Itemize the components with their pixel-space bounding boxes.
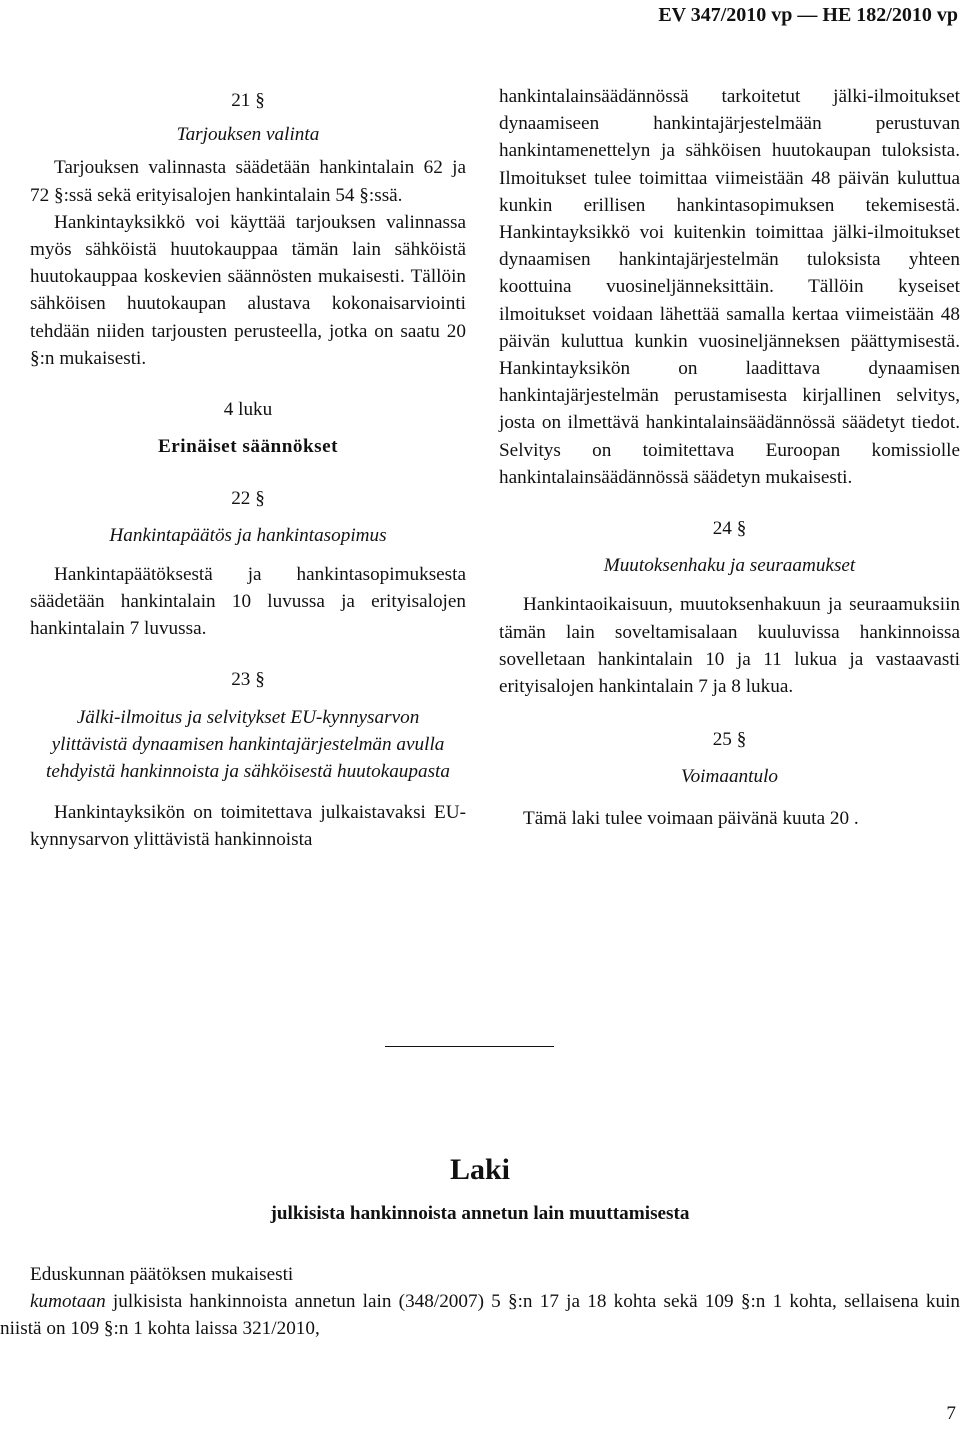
law-title: Laki bbox=[449, 1153, 511, 1186]
section-23-paragraph-1-continued: hankintalainsäädännössä tarkoitetut jälki-ilmoitukset dynaamiseen hankintajärjestelmään perustuvan hankintamenettelyn ja sähköisen huutokaupan tuloksista. Ilmoitukset tulee toimittaa viimeistään 48 päivän kuluttua kunkin erillisen hankintasopimuksen tekemisestä. Hankintayksikkö voi kuitenkin toimittaa jälki-ilmoitukset dynaamisen hankintajärjestelmän tuloksista yhteen koottuina vuosineljänneksittäin. Tällöin kyseiset ilmoitukset voidaan lähettää samalla kertaa viimeistään 48 päivän kuluttua kunkin vuosineljänneksen päättymisestä. Hankintayksikön on laadittava dynaamisen hankintajärjestelmän perustamisesta kirjallinen selvitys, josta on ilmettävä hankintalainsäädännössä säädetyt tiedot. Selvitys on toimitettava Euroopan komissiolle hankintalainsäädännössä säädetyn mukaisesti. bbox=[499, 86, 960, 488]
section-24-number: 24 § bbox=[712, 518, 747, 540]
law-subtitle: julkisista hankinnoista annetun lain muuttamisesta bbox=[270, 1203, 690, 1224]
section-21-title: Tarjouksen valinta bbox=[176, 124, 320, 146]
section-23-title: Jälki-ilmoitus ja selvitykset EU-kynnysarvon ylittävistä dynaamisen hankintajärjestelmän avulla tehdyistä hankinnoista ja sähköisestä huutokaupasta bbox=[46, 706, 450, 783]
separator-rule bbox=[385, 1046, 554, 1047]
section-22-number: 22 § bbox=[231, 488, 265, 510]
section-21-number: 21 § bbox=[231, 90, 265, 111]
enactment-line-1: Eduskunnan päätöksen mukaisesti bbox=[30, 1264, 294, 1285]
section-25-paragraph-1: Tämä laki tulee voimaan päivänä kuuta 20 . bbox=[523, 807, 859, 829]
enactment-line-2 bbox=[0, 1288, 960, 1342]
left-column bbox=[30, 83, 466, 854]
enactment-verb: kumotaan bbox=[30, 1291, 106, 1313]
right-column bbox=[499, 83, 960, 832]
page-number: 7 bbox=[946, 1403, 956, 1424]
section-25-number: 25 § bbox=[712, 729, 747, 751]
section-21-paragraph-2: Hankintayksikkö voi käyttää tarjouksen valinnassa myös sähköistä huutokauppaa tämän lain sähköistä huutokauppaa koskevien säännösten mukaisesti. Tällöin sähköisen huutokaupan alustava kokonaisarviointi tehdään niiden tarjousten perusteella, jotka on saatu 20 §:n mukaisesti. bbox=[30, 211, 466, 369]
section-22-title: Hankintapäätös ja hankintasopimus bbox=[109, 524, 387, 546]
enactment-text: julkisista hankinnoista annetun lain (348/2007) 5 §:n 17 ja 18 kohta sekä 109 §:n 1 kohta, sellaisena kuin niistä on 109 §:n 1 kohta laissa 321/2010, bbox=[0, 1291, 960, 1340]
chapter-title: Erinäiset säännökset bbox=[157, 436, 339, 458]
running-header: EV 347/2010 vp — HE 182/2010 vp bbox=[658, 4, 958, 26]
section-23-paragraph-1-start: Hankintayksikön on toimitettava julkaistavaksi EU-kynnysarvon ylittävistä hankinnoista bbox=[30, 802, 466, 851]
chapter-number: 4 luku bbox=[223, 399, 273, 421]
section-22-paragraph-1: Hankintapäätöksestä ja hankintasopimuksesta säädetään hankintalain 10 luvussa ja erityisalojen hankintalain 7 luvussa. bbox=[30, 563, 466, 640]
section-24-title: Muutoksenhaku ja seuraamukset bbox=[603, 555, 856, 577]
enactment-clause bbox=[0, 1261, 960, 1343]
section-25-title: Voimaantulo bbox=[680, 766, 778, 788]
section-24-paragraph-1: Hankintaoikaisuun, muutoksenhakuun ja seuraamuksiin tämän lain soveltamisalaan kuuluvissa hankinnoissa sovelletaan hankintalain 10 ja 11 lukua ja vastaavasti erityisalojen hankintalain 7 ja 8 lukua. bbox=[499, 594, 960, 698]
section-21-paragraph-1: Tarjouksen valinnasta säädetään hankintalain 62 ja 72 §:ssä sekä erityisalojen hankintalain 54 §:ssä. bbox=[30, 157, 466, 206]
section-23-number: 23 § bbox=[231, 669, 265, 691]
